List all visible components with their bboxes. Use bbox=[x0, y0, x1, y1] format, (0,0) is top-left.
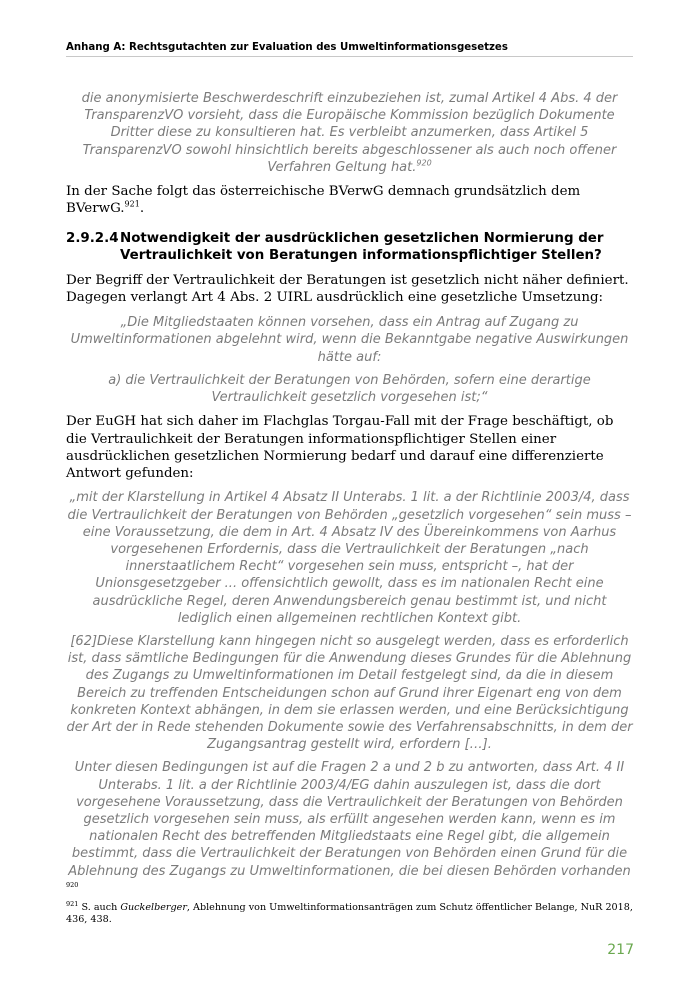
block-quote-eugh-3: Unter diesen Bedingungen ist auf die Fragen 2 a und 2 b zu antworten, dass Art. 4 II Unterabs. 1 lit. a der Richtlinie 2003/4/EG dahin auszulegen ist, dass die dort vorgesehene Voraussetzung, dass die Vertraulichkeit der Beratungen von Behörden gesetzlich vorgesehen sein muss, als erfüllt angesehen werden kann, wenn es im nationalen Recht des betreffenden Mitgliedstaats eine Regel gibt, die allgemein bestimmt, dass die Vertraulichkeit der Beratungen von Behörden einen Grund für die Ablehnung des Zugangs zu Umweltinformationen, die bei diesen Behörden vorhanden bbox=[68, 760, 631, 879]
footnote-921-author: Guckelberger bbox=[120, 901, 187, 913]
block-quote-eugh-1: „mit der Klarstellung in Artikel 4 Absatz II Unterabs. 1 lit. a der Richtlinie 2003/4, dass die Vertraulichkeit der Beratungen von Behörden „gesetzlich vorgesehen“ sein muss – eine Voraussetzung, die dem in Art. 4 Absatz IV des Übereinkommens von Aarhus vorgesehenen Erfordernis, dass die Vertraulichkeit der Beratungen „nach innerstaatlichem Recht“ vorgesehen sein muss, entspricht –, hat der Unionsgesetzgeber ... offensichtlich gewollt, dass es im nationalen Recht eine ausdrückliche Regel, deren Anwendungsbereich genau bestimmt ist, und nicht lediglich einen allgemeinen rechtlichen Kontext gibt. bbox=[67, 490, 632, 626]
block-quote-eugh-2: [62]Diese Klarstellung kann hingegen nicht so ausgelegt werden, dass es erforderlich ist, dass sämtliche Bedingungen für die Anwendung dieses Grundes für die Ablehnung des Zugangs zu Umweltinformationen im Detail festgelegt sind, da die in diesem Bereich zu treffenden Entscheidungen schon auf Grund ihrer Eigenart eng von dem konkreten Kontext abhängen, in dem sie erlassen werden, und eine Berücksichtigung der Art der in Rede stehenden Dokumente sowie des Verfahrensabschnitts, in dem der Zugangsantrag gestellt wird, erfordern […]. bbox=[66, 634, 633, 753]
section-number: 2.9.2.4 bbox=[66, 230, 119, 246]
running-header: Anhang A: Rechtsgutachten zur Evaluation des Umweltinformationsgesetzes bbox=[66, 42, 633, 57]
footnote-921-citation: , Ablehnung von Umweltinformationsanträgen zum Schutz öffentlicher Belange, NuR 2018, 436, 438. bbox=[66, 901, 633, 926]
paragraph-bverwg bbox=[66, 183, 633, 218]
footnote-ref-921[interactable]: 921 bbox=[124, 199, 140, 209]
paragraph-bverwg-text: In der Sache folgt das österreichische BVerwG demnach grundsätzlich dem BVerwG. bbox=[66, 184, 581, 217]
block-quote-top bbox=[66, 90, 633, 176]
block-quote-uirl-1: „Die Mitgliedstaaten können vorsehen, dass ein Antrag auf Zugang zu Umweltinformationen abgelehnt wird, wenn die Bekanntgabe negative Auswirkungen hätte auf: bbox=[70, 315, 629, 365]
section-heading bbox=[66, 230, 633, 265]
quote-top-text: die anonymisierte Beschwerdeschrift einzubeziehen ist, zumal Artikel 4 Abs. 4 der TransparenzVO vorsieht, dass die Europäische Kommission bezüglich Dokumente Dritter diese zu konsultieren hat. Es verbleibt anzumerken, dass Artikel 5 TransparenzVO sowohl hinsichtlich bereits abgeschlossener als auch noch offener Verfahren Geltung hat. bbox=[81, 91, 618, 175]
main-content bbox=[66, 90, 633, 880]
footnote-920-number: 920 bbox=[66, 880, 79, 889]
paragraph-definition: Der Begriff der Vertraulichkeit der Beratungen ist gesetzlich nicht näher definiert. Dagegen verlangt Art 4 Abs. 2 UIRL ausdrücklich eine gesetzliche Umsetzung: bbox=[66, 272, 629, 305]
footnote-920 bbox=[66, 880, 633, 896]
footnotes bbox=[66, 880, 633, 927]
footnote-ref-920[interactable]: 920 bbox=[416, 158, 432, 168]
footnote-921 bbox=[66, 899, 633, 927]
section-title: Notwendigkeit der ausdrücklichen gesetzlichen Normierung der Vertraulichkeit von Beratungen informationspflichtiger Stellen? bbox=[120, 230, 604, 264]
footnote-921-prefix: S. auch bbox=[81, 901, 121, 913]
page-number: 217 bbox=[607, 942, 634, 958]
footnote-921-number: 921 bbox=[66, 899, 79, 908]
paragraph-eugh: Der EuGH hat sich daher im Flachglas Torgau-Fall mit der Frage beschäftigt, ob die Vertraulichkeit der Beratungen informationspflichtiger Stellen einer ausdrücklichen gesetzlichen Normierung bedarf und darauf eine differenzierte Antwort gefunden: bbox=[66, 414, 614, 482]
block-quote-uirl-2: a) die Vertraulichkeit der Beratungen von Behörden, sofern eine derartige Vertraulichkeit gesetzlich vorgesehen ist;“ bbox=[108, 372, 591, 406]
paragraph-bverwg-tail: . bbox=[139, 201, 145, 217]
